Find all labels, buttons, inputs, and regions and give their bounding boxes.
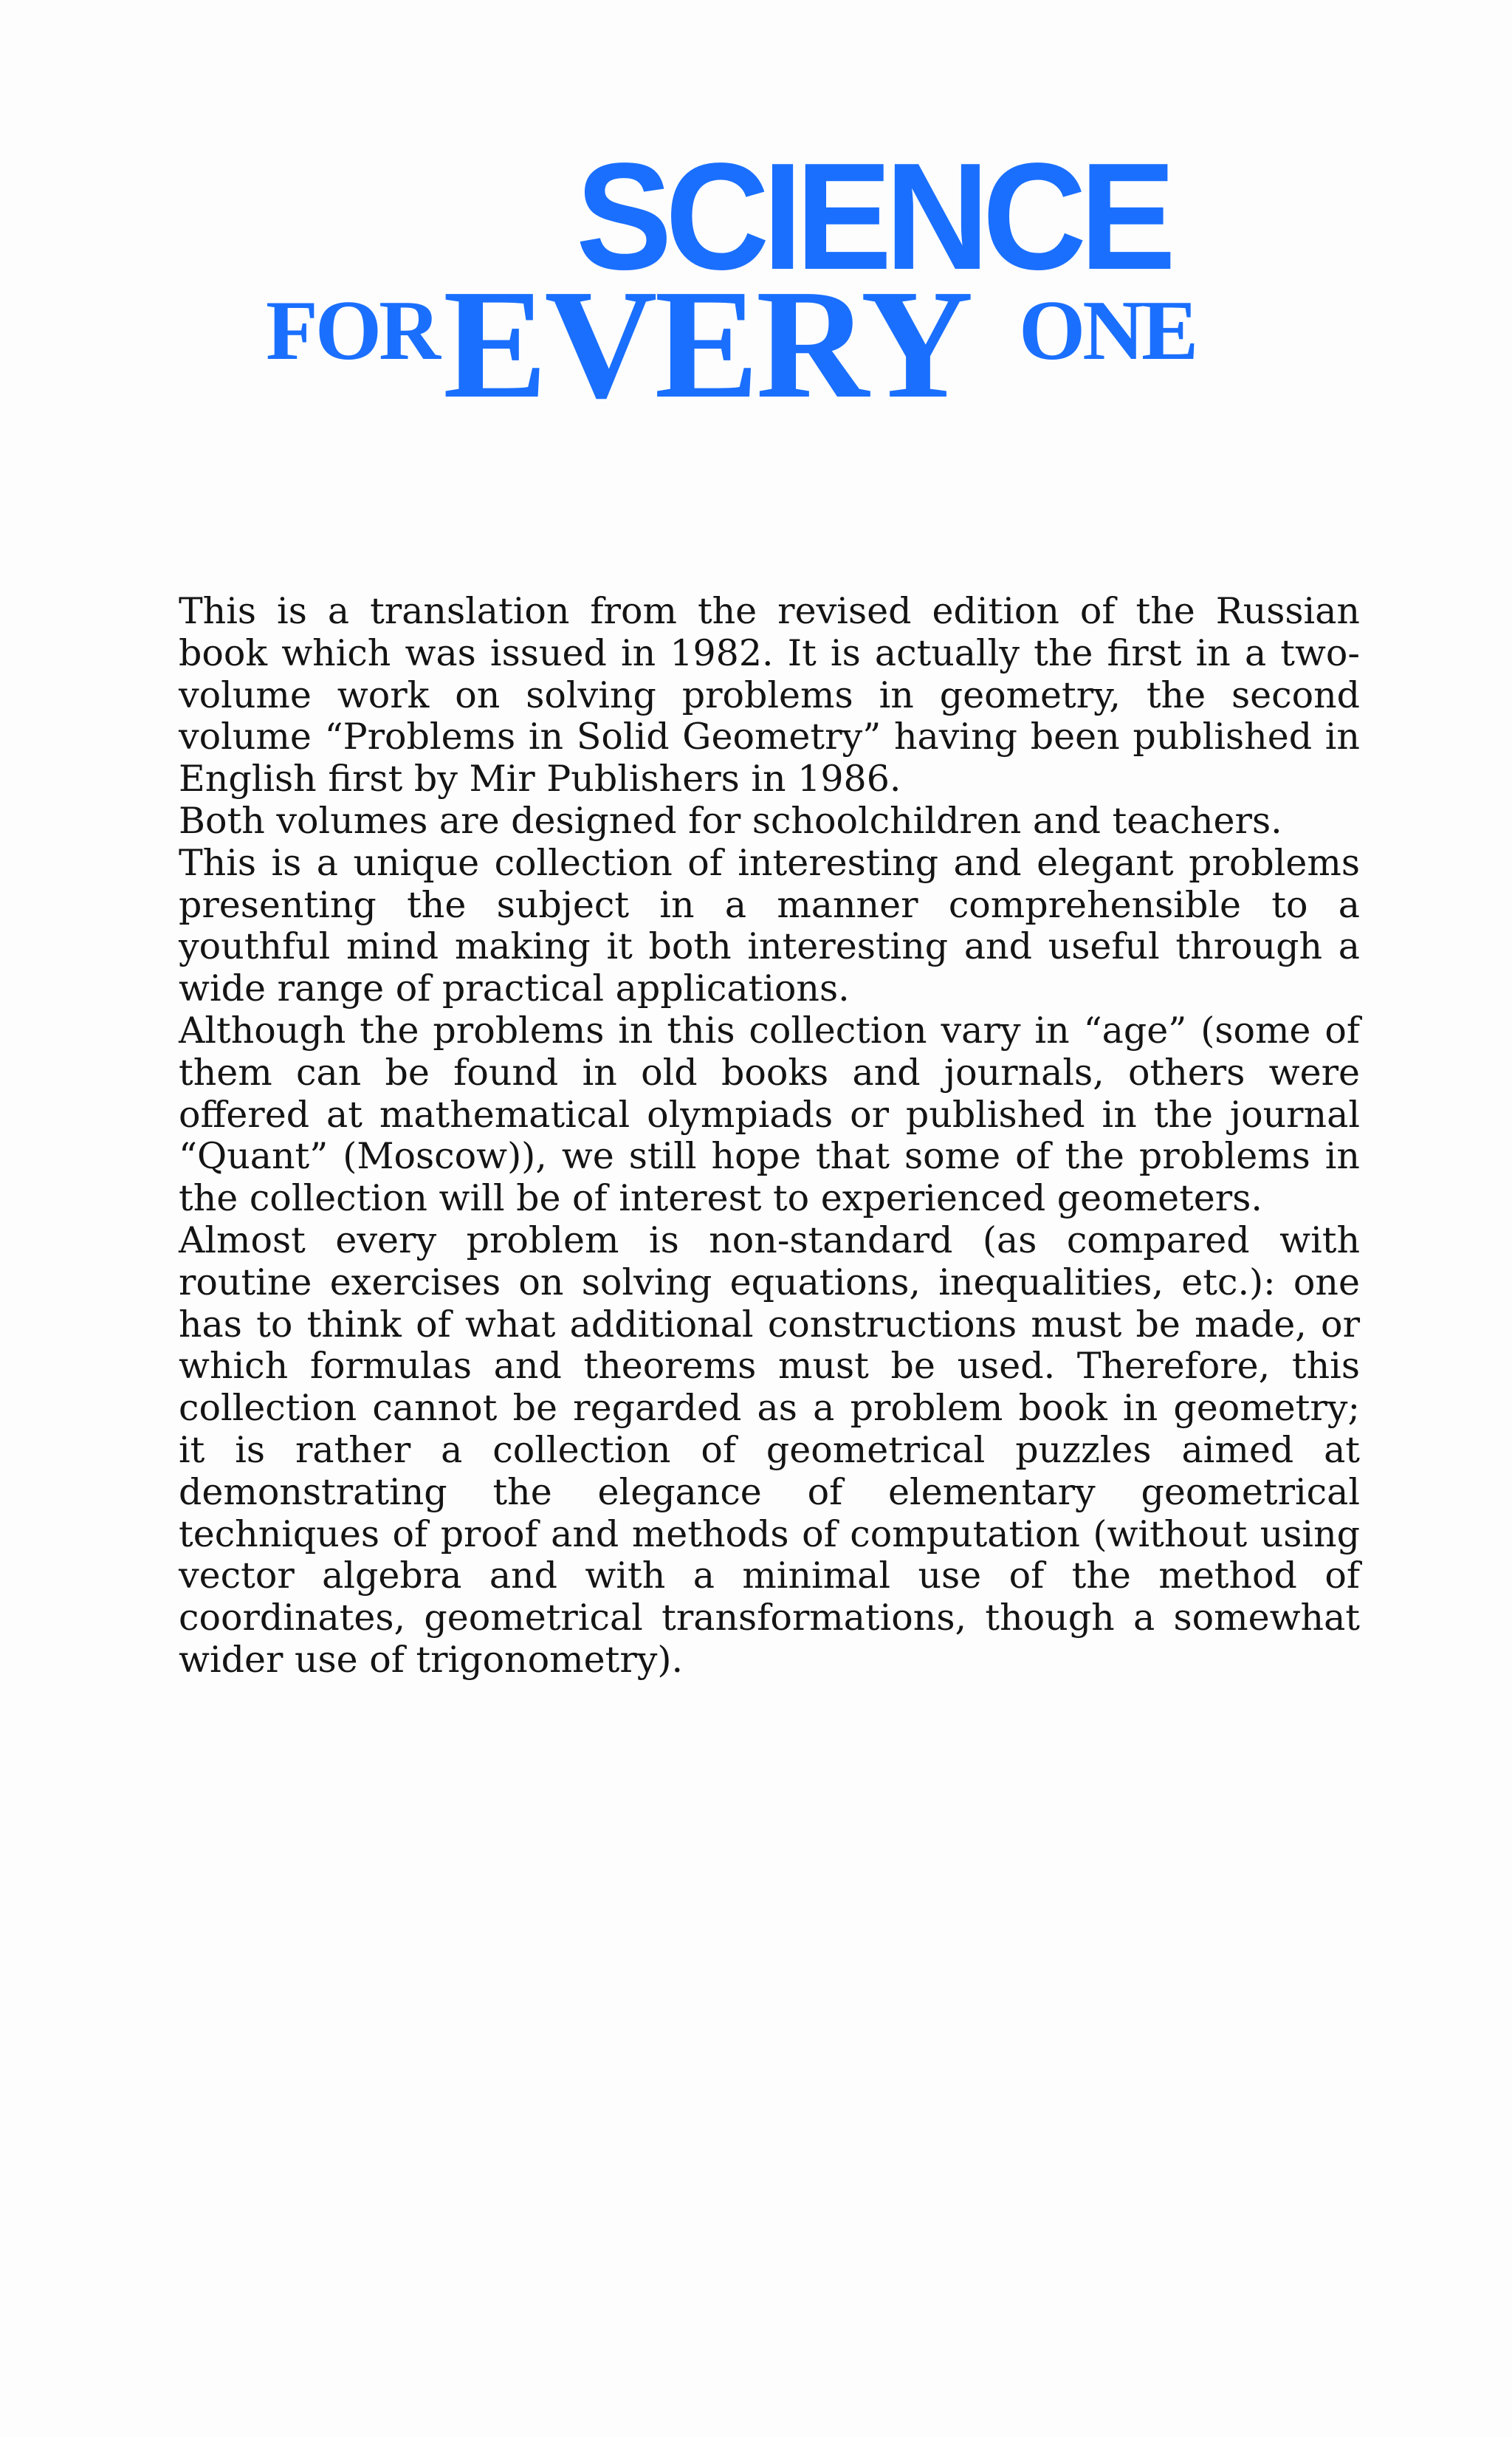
logo-word-for: FOR	[266, 284, 438, 378]
description-paragraph-4: Although the problems in this collection vary in “age” (some of them can be found in old books and journals, others were offered at mathematical olympiads or published in the journal “Quant” (Moscow)), we still hope that some of the problems in the collection will be of interest to experienced geometers.	[179, 1009, 1360, 1220]
description-paragraph-1: This is a translation from the revised edition of the Russian book which was issued in 1982. It is actually the first in a two-volume work on solving problems in geometry, the second volume “Problems in Solid Geometry” having been published in English first by Mir Publishers in 1986.	[179, 590, 1360, 801]
book-description	[179, 591, 1360, 1682]
description-paragraph-2: Both volumes are designed for schoolchildren and teachers.	[179, 799, 1282, 842]
description-paragraph-3: This is a unique collection of interesting and elegant problems presenting the subject in a manner comprehensible to a youthful mind making it both interesting and useful through a wide range of practical applications.	[179, 841, 1360, 1010]
series-logo	[266, 131, 1285, 431]
logo-word-one: ONE	[1019, 284, 1196, 378]
logo-word-every: EVERY	[443, 257, 971, 431]
description-paragraph-5: Almost every problem is non-standard (as compared with routine exercises on solving equations, inequalities, etc.): one has to think of what additional constructions must be made, or which formulas and theorems must be used. Therefore, this collection cannot be regarded as a problem book in geometry; it is rather a collection of geometrical puzzles aimed at demonstrating the elegance of elementary geometrical techniques of proof and methods of computation (without using vector algebra and with a minimal use of the method of coordinates, geometrical transformations, though a somewhat wider use of trigonometry).	[179, 1218, 1360, 1681]
logo-word-science: SCIENCE	[576, 131, 1169, 301]
